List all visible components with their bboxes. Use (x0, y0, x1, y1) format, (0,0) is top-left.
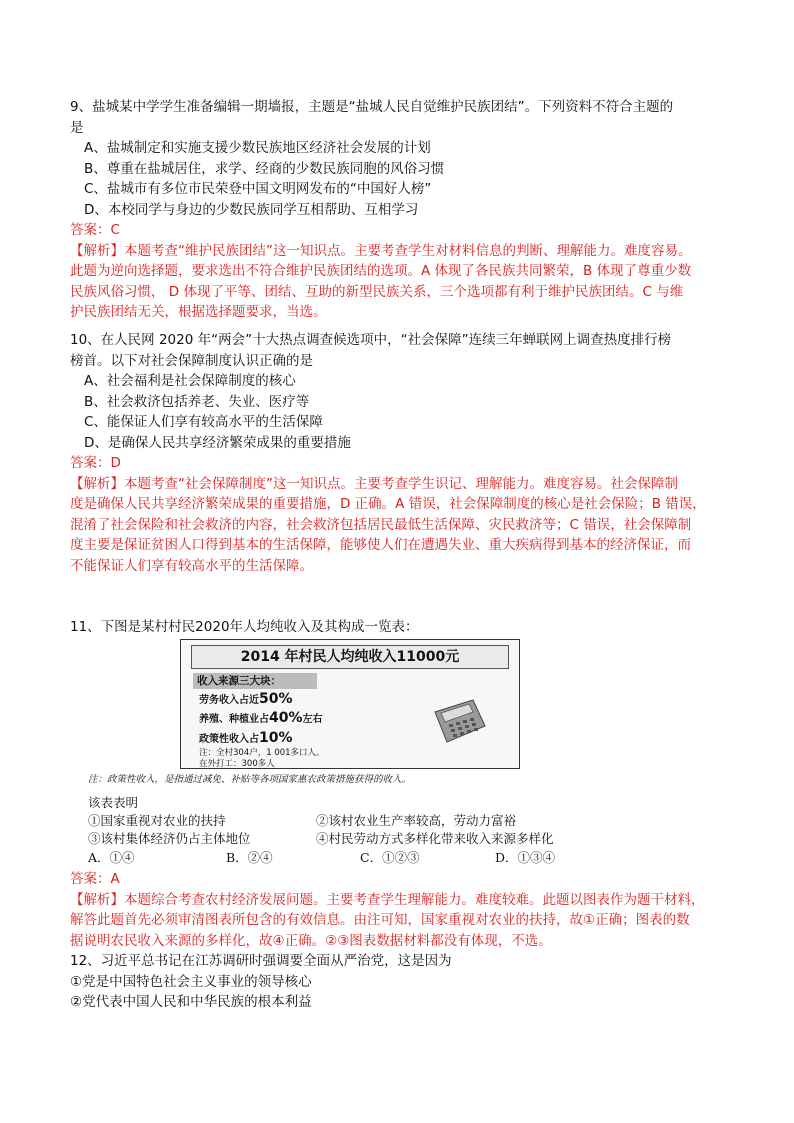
q9-analysis-line-1: 【解析】本题考查“维护民族团结”这一知识点。主要考查学生对材料信息的判断、理解能力。难度容易。 (70, 242, 692, 259)
q11-stem: 11、下图是某村村民2020年人均纯收入及其构成一览表： (70, 619, 419, 635)
q11-answer: 答案：A (70, 871, 120, 887)
q10-analysis-line-5: 不能保证人们享有较高水平的生活保障。 (70, 557, 313, 574)
q9-stem-line-1: 9、盐城某中学学生准备编辑一期墙报，主题是“盐城人民自觉维护民族团结”。下列资料不符合主题的 (70, 99, 674, 115)
q11-statement-3: ③该村集体经济仍占主体地位 (88, 831, 251, 846)
q9-option-c: C、盐城市有多位市民荣登中国文明网发布的“中国好人榜” (84, 181, 432, 197)
question-10 (70, 330, 730, 576)
q10-analysis-line-4: 度主要是保证贫困人口得到基本的生活保障，能够使人们在遭遇失业、重大疾病得到基本的经济保证，而 (70, 537, 691, 553)
q12-item-1: ①党是中国特色社会主义事业的领导核心 (70, 973, 312, 990)
calculator-icon (429, 696, 487, 746)
q9-answer: 答案：C (70, 222, 120, 238)
figure-note-2: 在外打工：300多人 (199, 759, 275, 769)
q11-statement-2: ②该村农业生产率较高，劳动力富裕 (316, 813, 517, 828)
q11-statement-4: ④村民劳动方式多样化带来收入来源多样化 (316, 831, 554, 846)
q10-option-c: C、能保证人们享有较高水平的生活保障 (84, 414, 323, 430)
q10-option-a: A、社会福利是社会保障制度的核心 (84, 373, 296, 389)
farming-income-line: 养殖、种植业占40%左右 (199, 710, 323, 726)
question-11-stem (70, 617, 730, 638)
question-9 (70, 97, 730, 323)
q11-choice-a: A．①④ (88, 850, 135, 865)
q11-choice-c: C．①②③ (360, 850, 420, 865)
q11-choice-b: B．②④ (226, 850, 273, 865)
q11-analysis-line-1: 【解析】本题综合考查农村经济发展问题。主要考查学生理解能力。难度较难。此题以图表作为题干材料， (70, 891, 705, 908)
q10-analysis-line-2: 度是确保人民共享经济繁荣成果的重要措施，D 正确。A 错误，社会保障制度的核心是社会保险；B 错误， (70, 496, 706, 512)
q10-option-b: B、社会救济包括养老、失业、医疗等 (84, 393, 310, 410)
figure-note-1: 注：全村304户，1 001多口人。 (199, 748, 325, 758)
policy-income-line: 政策性收入占10% (199, 730, 293, 746)
q9-analysis-line-3: 民族风俗习惯， D 体现了平等、团结、互助的新型民族关系，三个选项都有利于维护民族团结。C 与维 (70, 283, 684, 300)
income-table-image (180, 639, 520, 769)
q9-option-d: D、本校同学与身边的少数民族同学互相帮助、互相学习 (84, 201, 419, 218)
q9-analysis-line-4: 护民族团结无关，根据选择题要求，当选。 (70, 304, 327, 320)
labor-income-value: 50% (259, 691, 293, 707)
q9-stem-line-2: 是 (70, 119, 84, 136)
q10-analysis-line-3: 混淆了社会保险和社会救济的内容，社会救济包括居民最低生活保障、灾民救济等；C 错误，社会保障制 (70, 516, 692, 533)
figure-subtitle: 收入来源三大块： (193, 673, 317, 689)
q11-statement-1: ①国家重视对农业的扶持 (88, 813, 226, 828)
q9-option-b: B、尊重在盐城居住，求学、经商的少数民族同胞的风俗习惯 (84, 160, 445, 177)
labor-income-line: 劳务收入占近50% (199, 691, 293, 707)
q12-stem: 12、习近平总书记在江苏调研时强调要全面从严治党，这是因为 (70, 953, 452, 969)
q11-analysis-line-3: 据说明农民收入来源的多样化，故④正确。②③图表数据材料都没有体现，不选。 (70, 932, 552, 949)
figure-caption: 注：政策性收入，是指通过减免、补贴等各项国家惠农政策措施获得的收入。 (88, 774, 412, 785)
q9-analysis-line-2: 此题为逆向选择题，要求选出不符合维护民族团结的选项。A 体现了各民族共同繁荣，B 体现了尊重少数 (70, 263, 692, 279)
q9-option-a: A、盐城制定和实施支援少数民族地区经济社会发展的计划 (84, 140, 431, 156)
q11-analysis-line-2: 解答此题首先必须审清图表所包含的有效信息。由注可知，国家重视对农业的扶持，故①正确；图表的数 (70, 912, 690, 928)
q11-answer-block (70, 869, 730, 951)
q11-choice-d: D．①③④ (495, 850, 556, 865)
farming-income-value: 40% (269, 710, 303, 726)
q10-stem-line-1: 10、在人民网 2020 年“两会”十大热点调查候选项中，“社会保障”连续三年蝉联网上调查热度排行榜 (70, 332, 672, 348)
figure-title: 2014 年村民人均纯收入11000元 (191, 645, 509, 669)
q10-stem-line-2: 榜首。以下对社会保障制度认识正确的是 (70, 352, 313, 369)
q10-option-d: D、是确保人民共享经济繁荣成果的重要措施 (84, 434, 351, 451)
policy-income-value: 10% (259, 730, 293, 746)
q11-lead: 该表表明 (88, 795, 139, 810)
question-12 (70, 951, 730, 1013)
q10-answer: 答案：D (70, 455, 121, 471)
q12-item-2: ②党代表中国人民和中华民族的根本利益 (70, 994, 312, 1010)
q10-analysis-line-1: 【解析】本题考查“社会保障制度”这一知识点。主要考查学生识记、理解能力。难度容易。社会保障制 (70, 475, 678, 492)
